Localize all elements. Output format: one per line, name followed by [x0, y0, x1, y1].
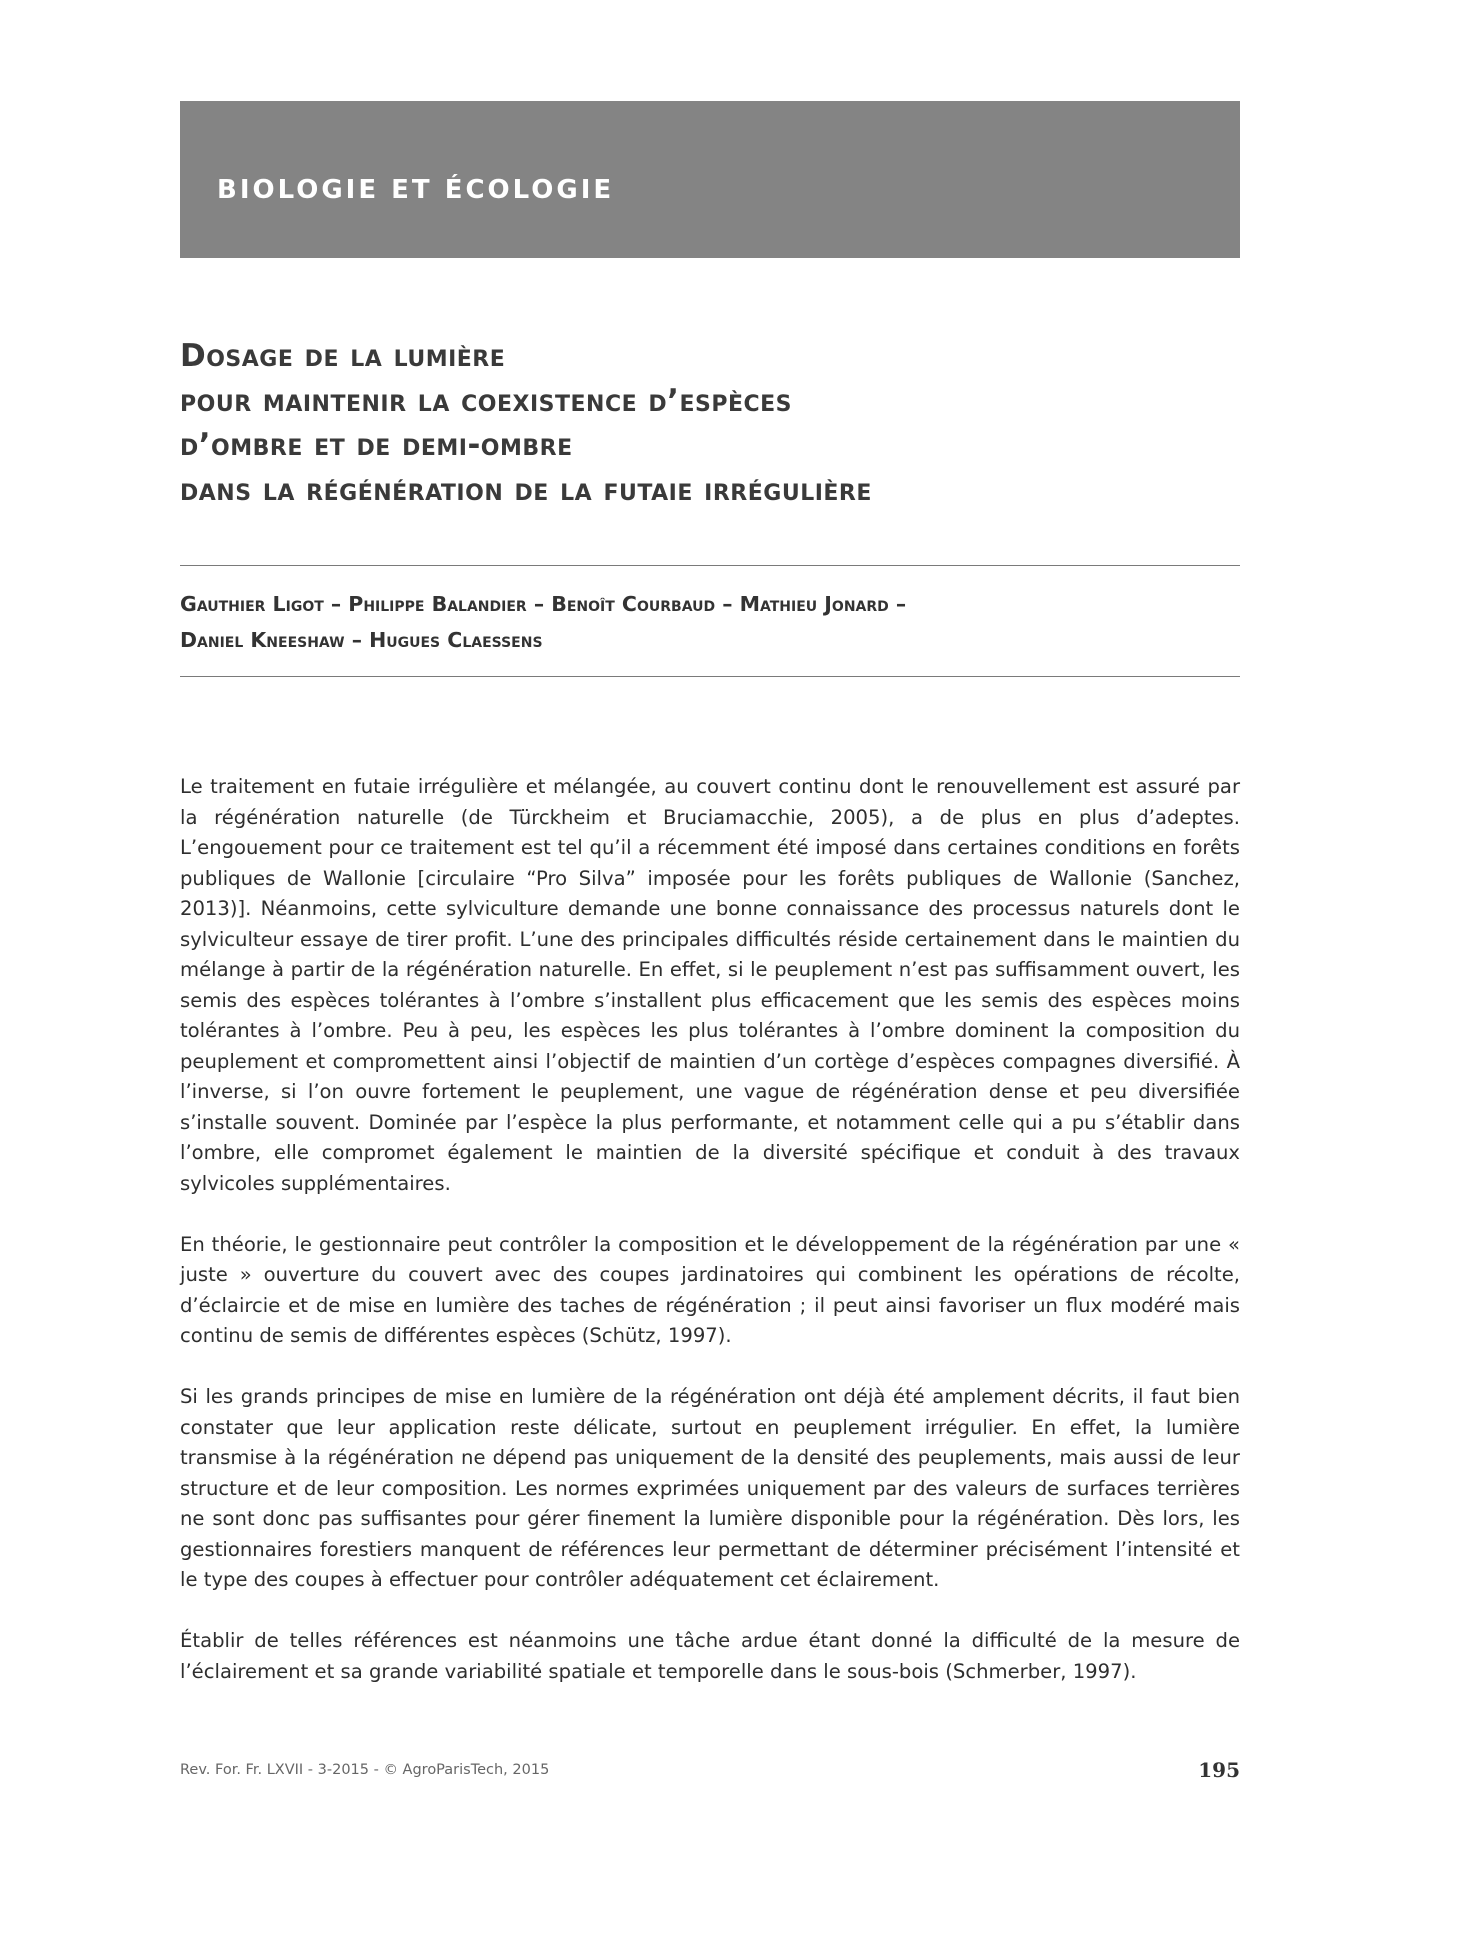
divider-bottom: [180, 676, 1240, 677]
article-body: [180, 772, 1240, 1718]
author-line: Gauthier Ligot – Philippe Balandier – Benoît Courbaud – Mathieu Jonard –: [180, 592, 907, 616]
section-banner: [180, 101, 1240, 258]
title-line: dans la régénération de la futaie irrégulière: [180, 471, 872, 508]
title-line: pour maintenir la coexistence d’espèces: [180, 382, 793, 419]
body-paragraph: Le traitement en futaie irrégulière et mélangée, au couvert continu dont le renouvellement est assuré par la régénération naturelle (de Türckheim et Bruciamacchie, 2005), a de plus en plus d’adeptes. L’engouement pour ce traitement est tel qu’il a récemment été imposé dans certaines conditions en forêts publiques de Wallonie [circulaire “Pro Silva” imposée pour les forêts publiques de Wallonie (Sanchez, 2013)]. Néanmoins, cette sylviculture demande une bonne connaissance des processus naturels dont le sylviculteur essaye de tirer profit. L’une des principales difficultés réside certainement dans le maintien du mélange à partir de la régénération naturelle. En effet, si le peuplement n’est pas suffisamment ouvert, les semis des espèces tolérantes à l’ombre s’installent plus efficacement que les semis des espèces moins tolérantes à l’ombre. Peu à peu, les espèces les plus tolérantes à l’ombre dominent la composition du peuplement et compromettent ainsi l’objectif de maintien d’un cortège d’espèces compagnes diversifié. À l’inverse, si l’on ouvre fortement le peuplement, une vague de régénération dense et peu diversifiée s’installe souvent. Dominée par l’espèce la plus performante, et notamment celle qui a pu s’établir dans l’ombre, elle compromet également le maintien de la diversité spécifique et conduit à des travaux sylvicoles supplémentaires.: [180, 775, 1240, 1195]
page-number: 195: [1198, 1758, 1240, 1782]
journal-citation: Rev. For. Fr. LXVII - 3-2015 - © AgroParisTech, 2015: [180, 1762, 550, 1778]
divider-top: [180, 565, 1240, 566]
author-list: [180, 586, 1240, 658]
title-line: Dosage de la lumière: [180, 338, 506, 374]
author-line: Daniel Kneeshaw – Hugues Claessens: [180, 628, 543, 652]
article-title: [180, 334, 1240, 512]
body-paragraph: Si les grands principes de mise en lumière de la régénération ont déjà été amplement décrits, il faut bien constater que leur application reste délicate, surtout en peuplement irrégulier. En effet, la lumière transmise à la régénération ne dépend pas uniquement de la densité des peuplements, mais aussi de leur structure et de leur composition. Les normes exprimées uniquement par des valeurs de surfaces terrières ne sont donc pas suffisantes pour gérer finement la lumière disponible pour la régénération. Dès lors, les gestionnaires forestiers manquent de références leur permettant de déterminer précisément l’intensité et le type des coupes à effectuer pour contrôler adéquatement cet éclairement.: [180, 1385, 1240, 1591]
section-label: BIOLOGIE ET ÉCOLOGIE: [217, 175, 615, 205]
body-paragraph: En théorie, le gestionnaire peut contrôler la composition et le développement de la régénération par une « juste » ouverture du couvert avec des coupes jardinatoires qui combinent les opérations de récolte, d’éclaircie et de mise en lumière des taches de régénération ; il peut ainsi favoriser un flux modéré mais continu de semis de différentes espèces (Schütz, 1997).: [180, 1232, 1240, 1347]
body-paragraph: Établir de telles références est néanmoins une tâche ardue étant donné la difficulté de la mesure de l’éclairement et sa grande variabilité spatiale et temporelle dans le sous-bois (Schmerber, 1997).: [180, 1629, 1240, 1683]
title-line: d’ombre et de demi-ombre: [180, 427, 573, 463]
